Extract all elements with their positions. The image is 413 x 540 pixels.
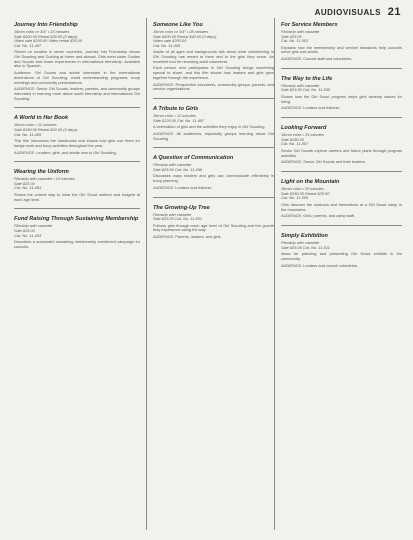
meta-line: Filmstrip with cassette xyxy=(14,223,53,229)
body-paragraph: AUDIENCE: Leaders and trainers. xyxy=(153,184,213,190)
article-meta xyxy=(281,84,402,93)
meta-line: Sale $25.00 Cat. No. 11-511 xyxy=(281,244,330,250)
body-paragraph: Each person who participates in Girl Scouting brings something special to share, and this film shows how leaders and girls grow together through the experience. xyxy=(153,65,274,80)
article-meta xyxy=(14,30,140,48)
body-paragraph: AUDIENCE: Prospective volunteers, community groups, parents, and service organizations. xyxy=(153,81,274,92)
article xyxy=(281,229,402,274)
article-body xyxy=(153,125,274,141)
meta-line: 16mm color • 20 minutes xyxy=(281,186,324,192)
body-paragraph: AUDIENCE: Leaders and trainers. xyxy=(281,105,341,111)
article-body xyxy=(14,193,140,202)
article-body xyxy=(153,50,274,92)
article-title: Light on the Mountain xyxy=(281,179,340,186)
article-meta xyxy=(281,30,402,44)
meta-line: Sale $400.00 Rental $40.00 (3 days) xyxy=(153,33,217,39)
body-paragraph: This film introduces the handbooks and shows how girls use them for badge work and troop activities throughout the year. xyxy=(14,138,140,148)
meta-line: Filmstrip with cassette xyxy=(281,29,320,34)
article xyxy=(281,175,402,226)
meta-line: Video sale $200.00 xyxy=(153,38,187,44)
body-paragraph: Ideas for planning and presenting Girl Scout exhibits in the community. xyxy=(281,251,402,261)
body-paragraph: A celebration of girls and the activities they enjoy in Girl Scouting. xyxy=(153,124,266,130)
article-body xyxy=(14,50,140,101)
body-paragraph: AUDIENCE: Parents, leaders, and girls. xyxy=(153,234,222,240)
body-paragraph: AUDIENCE: Girls, parents, and camp staff. xyxy=(281,213,356,219)
article-body xyxy=(281,203,402,219)
article xyxy=(153,18,274,99)
article xyxy=(14,212,140,255)
column-3 xyxy=(274,18,402,530)
meta-line: 16mm color or 3/4" • 23 minutes xyxy=(14,29,70,34)
meta-line: Sale $125.00 Cat. No. 11-497 xyxy=(153,117,205,123)
meta-line: Sale $25.00 xyxy=(14,180,35,186)
meta-line: Cat. No. 11-493 xyxy=(14,232,42,238)
article-title: A World in Her Book xyxy=(14,115,69,122)
article-title: For Service Members xyxy=(281,22,338,28)
article-meta xyxy=(14,177,140,191)
article-body xyxy=(281,46,402,62)
body-paragraph: Discusses ways leaders and girls can communicate effectively in troop planning. xyxy=(153,173,274,184)
body-paragraph: AUDIENCE: All audiences, especially groups learning about Girl Scouting. xyxy=(153,130,274,141)
article-title: Fund Raising Through Sustaining Membership xyxy=(14,216,139,223)
meta-line: Video sale $200.00 Video rental $30.00 xyxy=(14,38,82,44)
article-meta xyxy=(14,123,140,137)
meta-line: Filmstrip with cassette xyxy=(153,211,192,217)
body-paragraph: AUDIENCE: Senior Girl Scouts, leaders, parents, and community groups interested in learning more about world friendship and international Girl Scouting. xyxy=(14,86,140,101)
article-body xyxy=(14,139,140,155)
article-title: Wearing the Uniform xyxy=(14,169,69,176)
article-title: A Question of Communication xyxy=(153,155,234,162)
meta-line: Cat. No. 11-489 xyxy=(14,131,42,137)
body-paragraph: Girls discover the outdoors and themselves at a Girl Scout camp in the mountains. xyxy=(281,201,402,212)
article-meta xyxy=(153,114,274,123)
article-body xyxy=(281,149,402,165)
article-title: Simply Exhibition xyxy=(281,232,328,239)
article-body xyxy=(14,240,140,249)
body-paragraph: Shows the correct way to wear the Girl Scout uniform and insignia at each age level. xyxy=(14,192,140,202)
meta-line: Sale $25.00 Cat. No. 11-499 xyxy=(153,166,203,172)
body-paragraph: Shows how the Girl Scout program helps girls develop values for living. xyxy=(281,94,402,104)
column-1 xyxy=(14,18,140,530)
meta-line: Sale $150.00 xyxy=(281,136,304,142)
article-meta xyxy=(153,213,274,222)
meta-line: Sale $25.00 Cat. No. 11-501 xyxy=(153,216,203,222)
article xyxy=(14,111,140,162)
article-meta xyxy=(281,241,402,250)
meta-line: Sale $150.00 Rental $20.00 (3 days) xyxy=(14,127,78,132)
article-meta xyxy=(281,133,402,147)
article-body xyxy=(281,252,402,268)
meta-line: Filmstrip with cassette xyxy=(153,162,192,168)
meta-line: Cat. No. 11-487 xyxy=(14,42,42,48)
article-body xyxy=(153,174,274,190)
article xyxy=(281,121,402,172)
body-paragraph: Explains how the membership and service standards help councils serve girls and adults. xyxy=(281,44,402,55)
article xyxy=(281,72,402,118)
meta-line: Filmstrip with cassette • 10 minutes xyxy=(14,176,75,182)
body-paragraph: AUDIENCE: Leaders and council volunteers. xyxy=(281,262,359,268)
article-meta xyxy=(153,30,274,48)
article-meta xyxy=(281,187,402,201)
body-paragraph: Senior Girl Scouts explore careers and future plans through program activities. xyxy=(281,147,402,158)
article xyxy=(153,151,274,197)
article-title: The Growing-Up Tree xyxy=(153,204,210,211)
meta-line: Sale $300.00 Rental $30.00 (3 days) xyxy=(14,33,78,39)
article-title: The Way to the Life xyxy=(281,75,333,82)
meta-line: Sale $25.00 xyxy=(14,228,35,234)
body-paragraph: Filmed on location in seven countries, Journey Into Friendship shows Girl Scouting and Guiding at home and abroad. Girls meet sister Guides and Scouts and share experiences in international friendship. Available also in Spanish. xyxy=(14,49,140,69)
article xyxy=(153,102,274,148)
column-2 xyxy=(146,18,274,530)
body-paragraph: Follows girls through each age level of Girl Scouting and the growth they experience along the way. xyxy=(153,222,274,233)
article-title: Someone Like You xyxy=(153,22,203,28)
section-title: AUDIOVISUALS xyxy=(314,8,382,17)
meta-line: 16mm color • 15 minutes xyxy=(281,132,324,138)
meta-line: Cat. No. 11-491 xyxy=(14,185,42,191)
meta-line: Cat. No. 11-509 xyxy=(281,195,309,201)
body-paragraph: AUDIENCE: Senior Girl Scouts and their leaders. xyxy=(281,159,366,165)
meta-line: Sale $25.00 xyxy=(281,33,302,39)
article xyxy=(153,201,274,246)
meta-line: Filmstrip with cassette xyxy=(281,239,320,245)
body-paragraph: AUDIENCE: Council staff and volunteers. xyxy=(281,56,353,62)
page-number: 21 xyxy=(387,6,401,18)
meta-line: Filmstrip with cassette xyxy=(281,82,320,88)
article xyxy=(281,18,402,69)
body-paragraph: AUDIENCE: Leaders, girls, and adults new to Girl Scouting. xyxy=(14,149,117,155)
article-title: Looking Forward xyxy=(281,125,327,132)
article-title: Journey Into Friendship xyxy=(14,22,78,28)
meta-line: 16mm color • 12 minutes xyxy=(153,113,196,118)
body-paragraph: Adults of all ages and backgrounds talk about what volunteering in Girl Scouting has meant to them and to the girls they serve. An excellent tool for recruiting adult volunteers. xyxy=(153,49,274,64)
meta-line: Sale $25.00 Cat. No. 11-505 xyxy=(281,87,331,93)
body-paragraph: Describes a successful sustaining membership enrollment campaign for councils. xyxy=(14,239,140,249)
article xyxy=(14,18,140,108)
meta-line: Cat. No. 11-495 xyxy=(153,42,181,48)
meta-line: 16mm color • 11 minutes xyxy=(14,122,57,128)
article-meta xyxy=(153,163,274,172)
meta-line: 16mm color or 3/4" • 28 minutes xyxy=(153,29,209,34)
article-title: A Tribute to Girls xyxy=(153,106,199,112)
meta-line: Sale $250.00 Rental $25.00 xyxy=(281,190,330,196)
meta-line: Cat. No. 11-503 xyxy=(281,38,309,44)
article xyxy=(14,165,140,209)
article-body xyxy=(153,224,274,240)
page-header xyxy=(315,6,401,18)
body-paragraph: Audience: Girl Scouts and adults interested in the international dimensions of Girl Scouting; world understanding programs; troop meetings and community presentations. xyxy=(14,70,140,85)
article-body xyxy=(281,95,402,111)
article-meta xyxy=(14,224,140,238)
meta-line: Cat. No. 11-507 xyxy=(281,141,309,147)
